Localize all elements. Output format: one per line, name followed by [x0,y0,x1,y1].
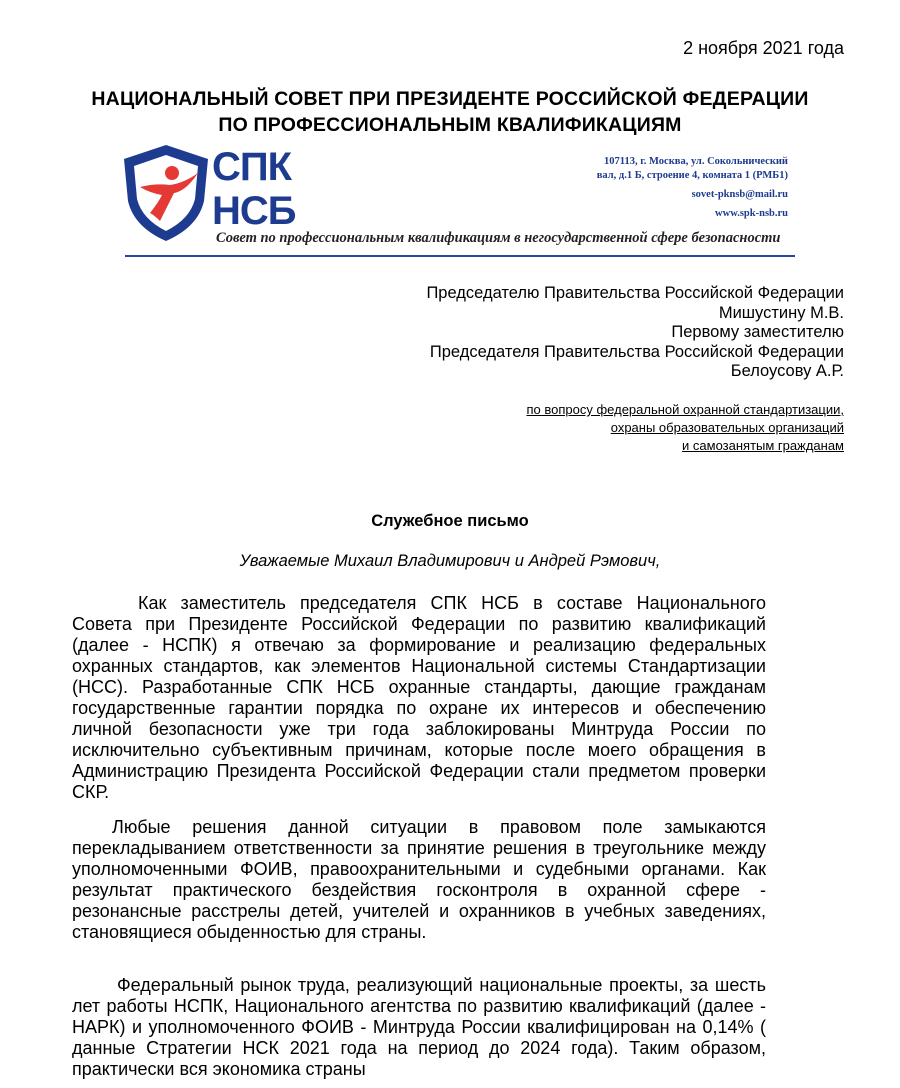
council-title-line1: НАЦИОНАЛЬНЫЙ СОВЕТ ПРИ ПРЕЗИДЕНТЕ РОССИЙСКОЙ ФЕДЕРАЦИИ [91,88,809,110]
header-divider [125,255,795,257]
shield-emblem-icon [120,143,212,243]
address-line2: вал, д.1 Б, строение 4, комната 1 (РМБ1) [596,170,788,181]
greeting: Уважаемые Михаил Владимирович и Андрей Рэмович, [239,552,661,570]
subject-line3: и самозанятым гражданам [682,438,844,453]
paragraph-text: Федеральный рынок труда, реализующий национальные проекты, за шесть лет работы НСПК, Национального агентства по развитию квалификаций (далее - НАРК) и уполномоченного ФОИВ - Минтруда России квалифицирован на 0,14% ( данные Стратегии НСК 2021 года на период до 2024 года). Таким образом, практически вся экономика страны [72,975,766,1079]
subject-line1: по вопросу федеральной охранной стандартизации, [526,402,844,417]
addressee-line1: Председателю Правительства Российской Федерации [426,284,844,302]
addressee-line4: Председателя Правительства Российской Федерации [429,342,844,361]
logo-line1: СПК [212,145,292,189]
body-paragraph-3 [72,975,766,1080]
address-line1: 107113, г. Москва, ул. Сокольнический [604,156,788,167]
addressee-line5: Белоусову А.Р. [730,362,844,380]
logo-wordmark [212,145,296,233]
body-paragraph-1 [72,593,766,803]
contact-block [597,155,788,226]
letter-date: 2 ноября 2021 года [683,38,844,58]
addressee-line2: Мишустину М.В. [718,303,844,322]
email-link[interactable]: sovet-pknsb@mail.ru [691,189,788,200]
paragraph-text: Любые решения данной ситуации в правовом поле замыкаются перекладыванием ответственности за принятие решения в треугольнике между уполномоченными ФОИВ, правоохранительными и судебными органами. Как результат практического бездействия госконтроля в охранной сфере - резонансные расстрелы детей, учителей и охранников в учебных заведениях, становящиеся обыденностью для страны. [72,817,766,942]
website-link[interactable]: www.spk-nsb.ru [715,208,788,219]
letter-title: Служебное письмо [371,512,529,530]
body-paragraph-2 [72,817,766,943]
subject-block [526,401,844,455]
council-title-line2: ПО ПРОФЕССИОНАЛЬНЫМ КВАЛИФИКАЦИЯМ [218,114,682,136]
paragraph-text: Как заместитель председателя СПК НСБ в составе Национального Совета при Президенте Российской Федерации по развитию квалификаций (далее - НСПК) я отвечаю за формирование и реализацию федеральных охранных стандартов, как элементов Национальной системы Стандартизации (НСС). Разработанные СПК НСБ охранные стандарты, дающие гражданам государственные гарантии порядка по охране их интересов и обеспечению личной безопасности уже три года заблокированы Минтруда России по исключительно субъективным причинам, которые после моего обращения в Администрацию Президента Российской Федерации стали предметом проверки СКР. [72,593,766,802]
council-tagline: Совет по профессиональным квалификациям в негосударственной сфере безопасности [216,230,781,246]
address [597,155,788,183]
subject-line2: охраны образовательных организаций [610,420,844,435]
logo-line2: НСБ [212,189,296,233]
council-title [0,86,900,138]
addressee-block [426,284,844,382]
addressee-line3: Первому заместителю [671,323,844,341]
spk-nsb-logo [120,143,310,243]
